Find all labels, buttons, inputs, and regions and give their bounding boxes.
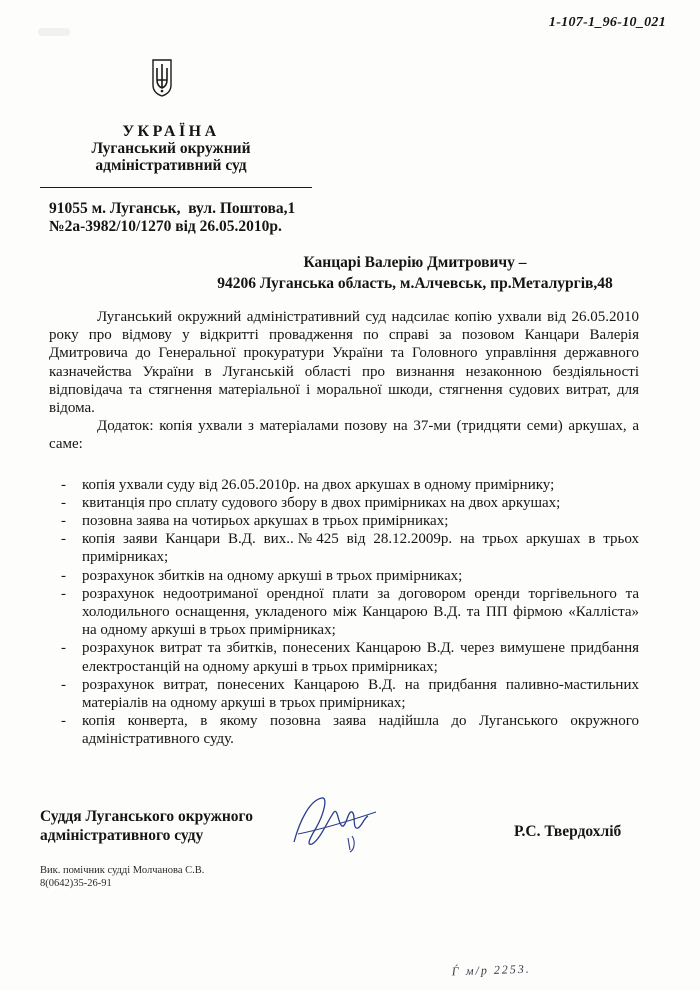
paper-smudge [38, 28, 70, 36]
executor-name: Вик. помічник судді Молчанова С.В. [40, 865, 205, 876]
court-name-line1: Луганський окружний [91, 140, 251, 157]
recipient-address: 94206 Луганська область, м.Алчевськ, пр.Металургів,48 [217, 275, 613, 292]
header-divider [40, 187, 312, 188]
court-name-line2: адміністративний суд [95, 157, 247, 174]
country-name: УКРАЇНА [122, 123, 220, 140]
attachment-item: - квитанція про сплату судового збору в двох примірниках на двох аркушах; [61, 494, 561, 511]
attachment-item: - позовна заява на чотирьох аркушах в трьох примірниках; [61, 513, 449, 530]
address-line: 91055 м. Луганськ, вул. Поштова,1 [49, 200, 296, 217]
judge-title-line1: Суддя Луганського окружного [40, 808, 253, 825]
attachment-item: - розрахунок недоотриманої орендної плати за договором оренди торгівельного та холодильного оснащення, укладеного між Канцарою В.Д. та ПП фірмою «Калліста» на одному аркуші в трьох примірниках; [61, 585, 639, 639]
judge-name: Р.С. Твердохліб [514, 823, 622, 840]
attachment-item: - розрахунок збитків на одному аркуші в трьох примірниках; [61, 567, 463, 584]
recipient-block [180, 252, 650, 294]
attachment-item: - копія конверта, в якому позовна заява надійшла до Луганського окружного адміністративного суду. [61, 713, 639, 748]
court-address [49, 200, 295, 236]
reference-number: №2а-3982/10/1270 від 26.05.2010р. [49, 218, 282, 235]
attachment-list [49, 476, 639, 749]
attachment-item: - розрахунок витрат, понесених Канцарою В.Д. на придбання паливно-мастильних матеріалів на одному аркуші в трьох примірниках; [61, 676, 639, 712]
attachment-item: - копія заяви Канцари В.Д. вих..№425 від 28.12.2009р. на трьох аркушах в трьох примірниках; [61, 531, 639, 566]
trident-emblem-icon [149, 58, 175, 98]
letter-body [49, 308, 639, 749]
recipient-name: Канцарі Валерію Дмитровичу – [303, 254, 527, 271]
body-paragraph: Луганський окружний адміністративний суд надсилає копію ухвали від 26.05.2010 року про відмову у відкритті провадження по справі за позовом Канцари Валерія Дмитровича до Генеральної прокуратури України та Головного управління державного казначейства України в Луганській області про визнання незаконною бездіяльності відповідача та стягнення матеріальної і моральної шкоди, стягнення судових витрат, для відома. [49, 309, 639, 417]
attachment-intro: Додаток: копія ухвали з матеріалами позову на 37-ми (тридцяти семи) аркушах, а саме: [49, 418, 639, 453]
executor-phone: 8(0642)35-26-91 [40, 878, 112, 889]
attachment-item: - копія ухвали суду від 26.05.2010р. на двох аркушах в одному примірнику; [61, 476, 555, 493]
handwritten-signature [288, 790, 383, 858]
judge-title [40, 807, 253, 845]
executor-info [40, 864, 204, 890]
handwritten-note: Ѓ м/р 2253. [451, 961, 532, 979]
document-id: 1-107-1_96-10_021 [548, 15, 666, 30]
attachment-item: - розрахунок витрат та збитків, понесених Канцарою В.Д. через вимушене придбання електростанцій на одному аркуші в трьох примірниках; [61, 640, 639, 675]
judge-title-line2: адміністративного суду [40, 827, 204, 844]
court-header [40, 123, 302, 174]
